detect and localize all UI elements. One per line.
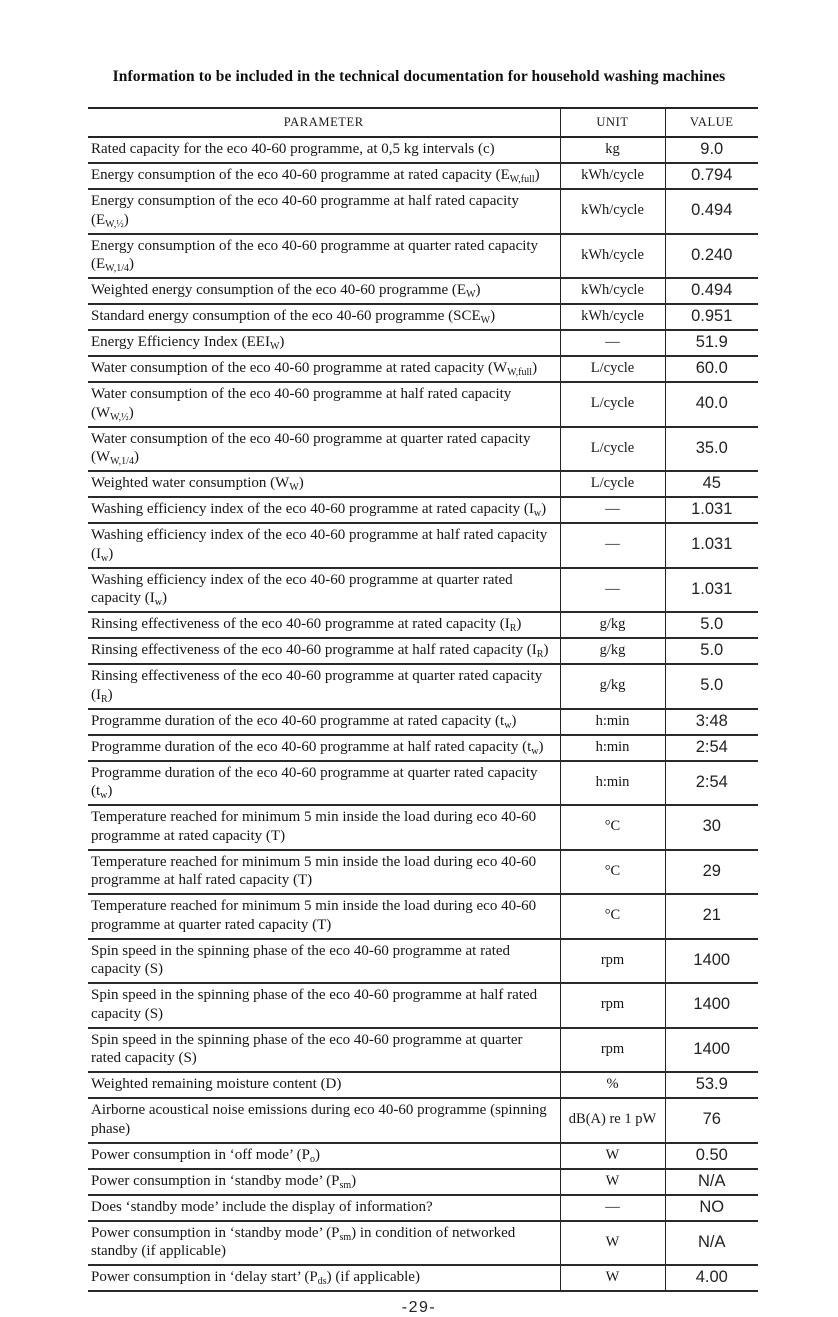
table-header-row <box>88 108 758 137</box>
value-cell: NO <box>665 1195 758 1221</box>
parameter-cell: Programme duration of the eco 40-60 programme at half rated capacity $(t_w)$ <box>88 735 560 761</box>
table-row <box>88 278 758 304</box>
unit-cell: W <box>560 1169 665 1195</box>
parameter-cell: Programme duration of the eco 40-60 programme at quarter rated capacity $(t_w)$ <box>88 761 560 806</box>
value-cell: 60.0 <box>665 356 758 382</box>
value-cell: 5.0 <box>665 664 758 709</box>
table-row <box>88 1028 758 1073</box>
unit-cell: L/cycle <box>560 356 665 382</box>
parameter-cell: Power consumption in ‘off mode’ $(P_o)$ <box>88 1143 560 1169</box>
value-cell: 21 <box>665 894 758 939</box>
unit-cell: kg <box>560 137 665 163</box>
table-row <box>88 427 758 472</box>
value-cell: 1400 <box>665 939 758 984</box>
value-cell: 30 <box>665 805 758 850</box>
value-cell: 3:48 <box>665 709 758 735</box>
table-row <box>88 761 758 806</box>
table-row <box>88 612 758 638</box>
parameter-cell: Water consumption of the eco 40-60 programme at rated capacity $(W_{W,full})$ <box>88 356 560 382</box>
value-cell: 51.9 <box>665 330 758 356</box>
value-cell: 0.494 <box>665 189 758 234</box>
table-row <box>88 850 758 895</box>
parameter-cell: Energy Efficiency Index $(EEI_W)$ <box>88 330 560 356</box>
table-row <box>88 939 758 984</box>
unit-cell: g/kg <box>560 664 665 709</box>
unit-cell: h:min <box>560 761 665 806</box>
parameter-cell: Rinsing effectiveness of the eco 40-60 programme at half rated capacity $(I_R)$ <box>88 638 560 664</box>
unit-cell: % <box>560 1072 665 1098</box>
unit-cell: h:min <box>560 735 665 761</box>
value-cell: 2:54 <box>665 735 758 761</box>
parameter-cell: Energy consumption of the eco 40-60 programme at quarter rated capacity $(E_{W,1/4})$ <box>88 234 560 279</box>
table-row <box>88 568 758 613</box>
value-cell: 29 <box>665 850 758 895</box>
value-cell: 5.0 <box>665 612 758 638</box>
table-row <box>88 234 758 279</box>
parameter-cell: Power consumption in ‘standby mode’ $(P_{sm})$ in condition of networked standby (if applicable) <box>88 1221 560 1266</box>
value-cell: 35.0 <box>665 427 758 472</box>
table-row <box>88 1098 758 1143</box>
unit-cell: °C <box>560 850 665 895</box>
unit-cell: — <box>560 330 665 356</box>
unit-cell: — <box>560 497 665 523</box>
table-row <box>88 356 758 382</box>
value-cell: 1.031 <box>665 523 758 568</box>
technical-documentation-table <box>88 107 758 1292</box>
parameter-cell: Washing efficiency index of the eco 40-60 programme at quarter rated capacity $(I_w)$ <box>88 568 560 613</box>
unit-cell: — <box>560 568 665 613</box>
table-row <box>88 805 758 850</box>
unit-cell: rpm <box>560 983 665 1028</box>
value-cell: 53.9 <box>665 1072 758 1098</box>
table-row <box>88 471 758 497</box>
column-header-value: VALUE <box>665 108 758 137</box>
value-cell: 0.951 <box>665 304 758 330</box>
unit-cell: — <box>560 523 665 568</box>
table-row <box>88 1072 758 1098</box>
unit-cell: L/cycle <box>560 382 665 427</box>
unit-cell: rpm <box>560 939 665 984</box>
table-row <box>88 1143 758 1169</box>
value-cell: 0.494 <box>665 278 758 304</box>
unit-cell: L/cycle <box>560 427 665 472</box>
table-row <box>88 1169 758 1195</box>
unit-cell: W <box>560 1221 665 1266</box>
table-row <box>88 894 758 939</box>
value-cell: 4.00 <box>665 1265 758 1291</box>
table-row <box>88 163 758 189</box>
parameter-cell: Energy consumption of the eco 40-60 programme at rated capacity $(E_{W,full})$ <box>88 163 560 189</box>
parameter-cell: Weighted energy consumption of the eco 40-60 programme $(E_W)$ <box>88 278 560 304</box>
unit-cell: kWh/cycle <box>560 304 665 330</box>
page-title: Information to be included in the technical documentation for household washing machines <box>112 68 726 85</box>
unit-cell: kWh/cycle <box>560 278 665 304</box>
table-row <box>88 523 758 568</box>
unit-cell: °C <box>560 805 665 850</box>
value-cell: 40.0 <box>665 382 758 427</box>
parameter-cell: Power consumption in ‘standby mode’ $(P_{sm})$ <box>88 1169 560 1195</box>
table-row <box>88 1265 758 1291</box>
parameter-cell: Does ‘standby mode’ include the display of information? <box>88 1195 560 1221</box>
value-cell: N/A <box>665 1169 758 1195</box>
value-cell: 0.50 <box>665 1143 758 1169</box>
parameter-cell: Power consumption in ‘delay start’ $(P_{ds})$ (if applicable) <box>88 1265 560 1291</box>
unit-cell: g/kg <box>560 638 665 664</box>
parameter-cell: Spin speed in the spinning phase of the eco 40-60 programme at rated capacity (S) <box>88 939 560 984</box>
parameter-cell: Temperature reached for minimum 5 min inside the load during eco 40-60 programme at quarter rated capacity (T) <box>88 894 560 939</box>
unit-cell: kWh/cycle <box>560 234 665 279</box>
parameter-cell: Airborne acoustical noise emissions during eco 40-60 programme (spinning phase) <box>88 1098 560 1143</box>
value-cell: 5.0 <box>665 638 758 664</box>
parameter-cell: Washing efficiency index of the eco 40-60 programme at rated capacity $(I_w)$ <box>88 497 560 523</box>
table-row <box>88 189 758 234</box>
table-row <box>88 664 758 709</box>
unit-cell: °C <box>560 894 665 939</box>
table-row <box>88 1195 758 1221</box>
parameter-cell: Water consumption of the eco 40-60 programme at half rated capacity $(W_{W,\frac{1}{2}})$ <box>88 382 560 427</box>
unit-cell: W <box>560 1143 665 1169</box>
column-header-parameter: PARAMETER <box>88 108 560 137</box>
table-row <box>88 382 758 427</box>
value-cell: 2:54 <box>665 761 758 806</box>
value-cell: 1400 <box>665 1028 758 1073</box>
unit-cell: g/kg <box>560 612 665 638</box>
parameter-cell: Rated capacity for the eco 40-60 programme, at 0,5 kg intervals (c) <box>88 137 560 163</box>
parameter-cell: Energy consumption of the eco 40-60 programme at half rated capacity $(E_{W,\frac{1}{2}})$ <box>88 189 560 234</box>
parameter-cell: Washing efficiency index of the eco 40-60 programme at half rated capacity $(I_w)$ <box>88 523 560 568</box>
unit-cell: kWh/cycle <box>560 189 665 234</box>
table-row <box>88 137 758 163</box>
value-cell: 45 <box>665 471 758 497</box>
parameter-cell: Weighted remaining moisture content (D) <box>88 1072 560 1098</box>
unit-cell: rpm <box>560 1028 665 1073</box>
table-row <box>88 709 758 735</box>
page-number: -29- <box>401 1299 437 1316</box>
parameter-cell: Water consumption of the eco 40-60 programme at quarter rated capacity $(W_{W,1/4})$ <box>88 427 560 472</box>
unit-cell: W <box>560 1265 665 1291</box>
parameter-cell: Weighted water consumption $(W_W)$ <box>88 471 560 497</box>
table-row <box>88 735 758 761</box>
parameter-cell: Spin speed in the spinning phase of the eco 40-60 programme at half rated capacity (S) <box>88 983 560 1028</box>
value-cell: 1.031 <box>665 568 758 613</box>
value-cell: 9.0 <box>665 137 758 163</box>
unit-cell: — <box>560 1195 665 1221</box>
parameter-cell: Rinsing effectiveness of the eco 40-60 programme at rated capacity $(I_R)$ <box>88 612 560 638</box>
unit-cell: kWh/cycle <box>560 163 665 189</box>
parameter-cell: Spin speed in the spinning phase of the eco 40-60 programme at quarter rated capacity (S) <box>88 1028 560 1073</box>
value-cell: 0.240 <box>665 234 758 279</box>
table-row <box>88 1221 758 1266</box>
table-row <box>88 304 758 330</box>
value-cell: 0.794 <box>665 163 758 189</box>
parameter-cell: Temperature reached for minimum 5 min inside the load during eco 40-60 programme at rated capacity (T) <box>88 805 560 850</box>
value-cell: 1.031 <box>665 497 758 523</box>
table-body <box>88 137 758 1291</box>
table-row <box>88 638 758 664</box>
parameter-cell: Programme duration of the eco 40-60 programme at rated capacity $(t_w)$ <box>88 709 560 735</box>
unit-cell: L/cycle <box>560 471 665 497</box>
table-row <box>88 330 758 356</box>
value-cell: 1400 <box>665 983 758 1028</box>
parameter-cell: Rinsing effectiveness of the eco 40-60 programme at quarter rated capacity $(I_R)$ <box>88 664 560 709</box>
value-cell: 76 <box>665 1098 758 1143</box>
parameter-cell: Temperature reached for minimum 5 min inside the load during eco 40-60 programme at half rated capacity (T) <box>88 850 560 895</box>
table-row <box>88 497 758 523</box>
column-header-unit: UNIT <box>560 108 665 137</box>
value-cell: N/A <box>665 1221 758 1266</box>
unit-cell: dB(A) re 1 pW <box>560 1098 665 1143</box>
table-row <box>88 983 758 1028</box>
unit-cell: h:min <box>560 709 665 735</box>
parameter-cell: Standard energy consumption of the eco 40-60 programme $(SCE_W)$ <box>88 304 560 330</box>
